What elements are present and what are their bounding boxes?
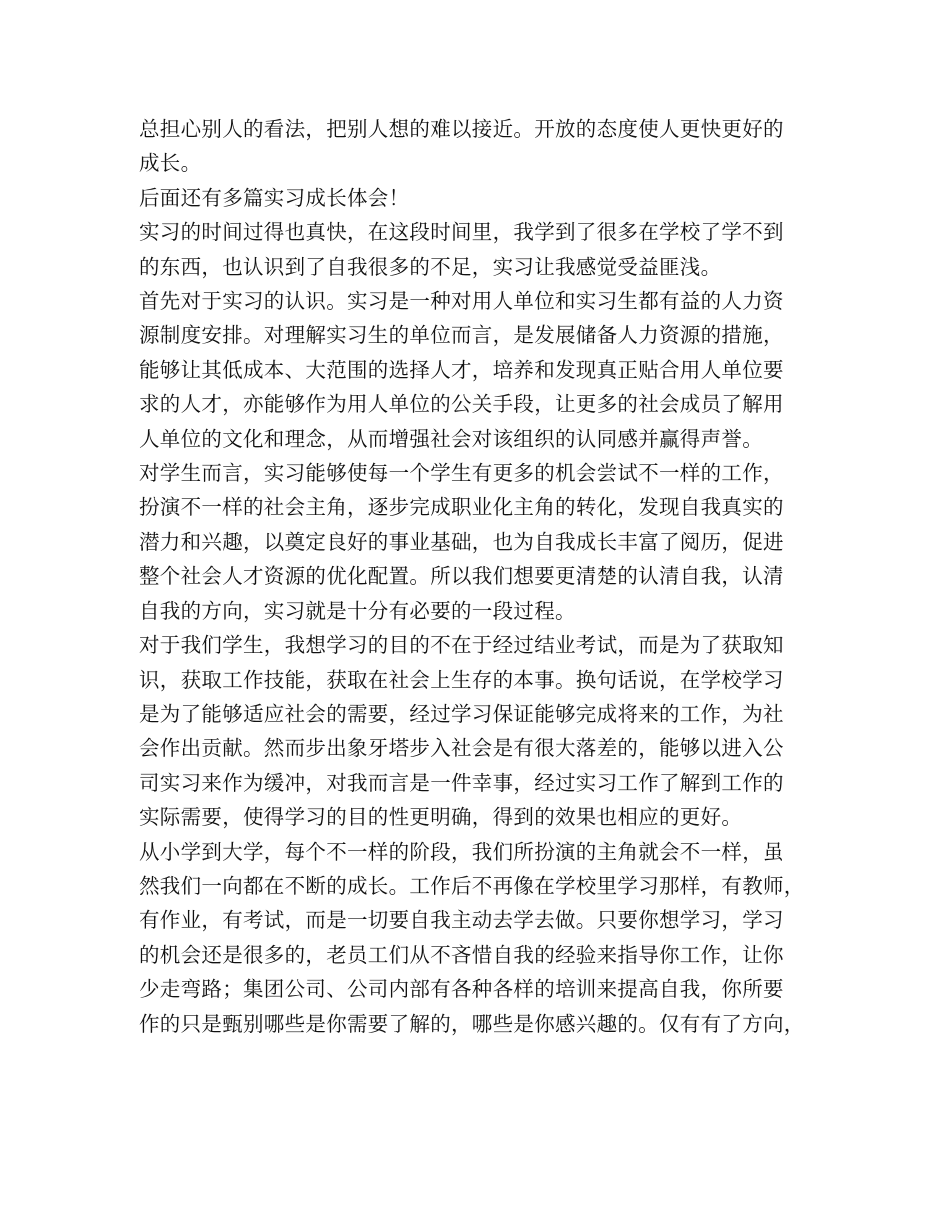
text-line: 后面还有多篇实习成长体会！ [139,185,410,210]
text-line: 的机会还是很多的，老员工们从不吝惜自我的经验来指导你工作，让你 [139,942,784,967]
text-line: 然我们一向都在不断的成长。工作后不再像在学校里学习那样，有教师， [139,873,805,898]
text-line: 成长。 [139,151,202,176]
text-line: 实际需要，使得学习的目的性更明确，得到的效果也相应的更好。 [139,805,743,830]
text-line: 潜力和兴趣，以奠定良好的事业基础，也为自我成长丰富了阅历，促进 [139,529,784,554]
text-line: 对于我们学生，我想学习的目的不在于经过结业考试，而是为了获取知 [139,633,784,658]
text-line: 会作出贡献。然而步出象牙塔步入社会是有很大落差的，能够以进入公 [139,736,784,761]
text-line: 首先对于实习的认识。实习是一种对用人单位和实习生都有益的人力资 [139,289,784,314]
text-line: 扮演不一样的社会主角，逐步完成职业化主角的转化，发现自我真实的 [139,495,784,520]
text-line: 求的人才，亦能够作为用人单位的公关手段，让更多的社会成员了解用 [139,392,784,417]
text-line: 识，获取工作技能，获取在社会上生存的本事。换句话说，在学校学习 [139,667,784,692]
text-line: 从小学到大学，每个不一样的阶段，我们所扮演的主角就会不一样，虽 [139,839,784,864]
text-line: 能够让其低成本、大范围的选择人才，培养和发现真正贴合用人单位要 [139,357,784,382]
text-line: 少走弯路；集团公司、公司内部有各种各样的培训来提高自我，你所要 [139,977,784,1002]
text-line: 源制度安排。对理解实习生的单位而言，是发展储备人力资源的措施， [139,323,784,348]
text-line: 是为了能够适应社会的需要，经过学习保证能够完成将来的工作，为社 [139,701,784,726]
text-line: 实习的时间过得也真快，在这段时间里，我学到了很多在学校了学不到 [139,220,784,245]
text-line: 有作业，有考试，而是一切要自我主动去学去做。只要你想学习，学习 [139,908,784,933]
text-line: 人单位的文化和理念，从而增强社会对该组织的认同感并赢得声誉。 [139,426,763,451]
text-line: 司实习来作为缓冲，对我而言是一件幸事，经过实习工作了解到工作的 [139,770,784,795]
text-line: 的东西，也认识到了自我很多的不足，实习让我感觉受益匪浅。 [139,254,722,279]
document-body [139,112,821,1041]
text-line: 总担心别人的看法，把别人想的难以接近。开放的态度使人更快更好的 [139,117,784,141]
text-line: 对学生而言，实习能够使每一个学生有更多的机会尝试不一样的工作， [139,461,784,486]
text-line: 自我的方向，实习就是十分有必要的一段过程。 [139,598,576,623]
text-line: 作的只是甄别哪些是你需要了解的，哪些是你感兴趣的。仅有有了方向， [139,1011,805,1036]
text-line: 整个社会人才资源的优化配置。所以我们想要更清楚的认清自我，认清 [139,564,784,589]
